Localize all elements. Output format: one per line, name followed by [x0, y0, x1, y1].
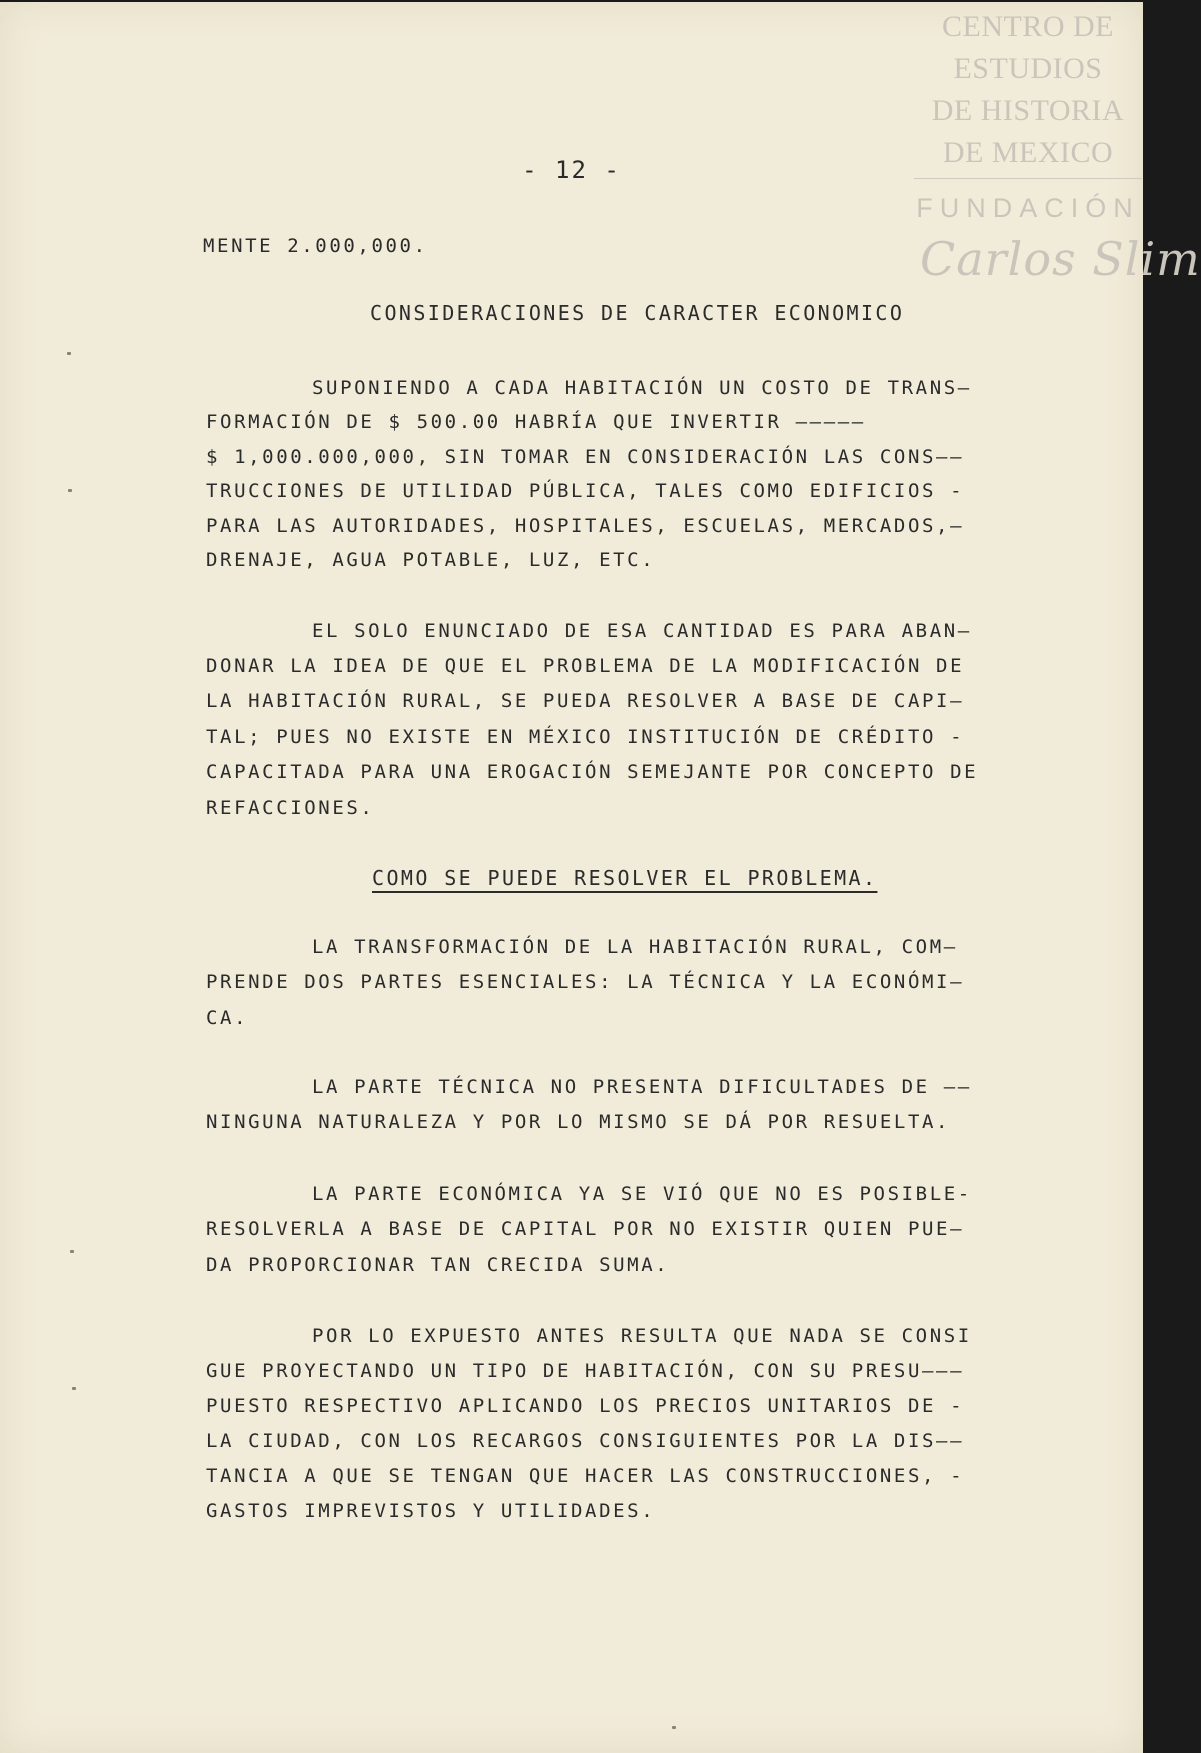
watermark: [914, 6, 1201, 287]
page-number: - 12 -: [522, 156, 621, 184]
paragraph-line: GUE PROYECTANDO UN TIPO DE HABITACIÓN, CON SU PRESU———: [206, 1360, 965, 1382]
paragraph-line: GASTOS IMPREVISTOS Y UTILIDADES.: [206, 1500, 656, 1522]
paper-speck: [72, 1387, 76, 1390]
watermark-signature: Carlos Slim: [920, 232, 1201, 286]
paragraph-line: PUESTO RESPECTIVO APLICANDO LOS PRECIOS UNITARIOS DE -: [206, 1395, 965, 1417]
paper-speck: [67, 352, 71, 355]
watermark-line: DE HISTORIA: [931, 94, 1125, 127]
paragraph-line: RESOLVERLA A BASE DE CAPITAL POR NO EXISTIR QUIEN PUE—: [206, 1218, 965, 1240]
paragraph-line: LA HABITACIÓN RURAL, SE PUEDA RESOLVER A BASE DE CAPI—: [206, 690, 965, 712]
paragraph-line: LA TRANSFORMACIÓN DE LA HABITACIÓN RURAL, COM—: [312, 936, 958, 958]
paragraph-line: DRENAJE, AGUA POTABLE, LUZ, ETC.: [206, 549, 656, 571]
paragraph-line: SUPONIENDO A CADA HABITACIÓN UN COSTO DE TRANS—: [312, 377, 972, 399]
paragraph-line: REFACCIONES.: [206, 797, 375, 819]
section-heading-solution: COMO SE PUEDE RESOLVER EL PROBLEMA.: [372, 866, 878, 890]
paper-speck: [68, 489, 72, 492]
watermark-line: ESTUDIOS: [953, 52, 1103, 85]
paragraph-line: LA PARTE TÉCNICA NO PRESENTA DIFICULTADES DE ——: [312, 1076, 972, 1098]
watermark-line: CENTRO DE: [942, 10, 1114, 43]
paragraph-line: TAL; PUES NO EXISTE EN MÉXICO INSTITUCIÓN DE CRÉDITO -: [206, 726, 965, 748]
paragraph-line: POR LO EXPUESTO ANTES RESULTA QUE NADA SE CONSI: [312, 1325, 972, 1347]
paragraph-line: PRENDE DOS PARTES ESENCIALES: LA TÉCNICA Y LA ECONÓMI—: [206, 971, 965, 993]
paragraph-line: FORMACIÓN DE $ 500.00 HABRÍA QUE INVERTIR —————: [206, 411, 866, 433]
paragraph-line: DA PROPORCIONAR TAN CRECIDA SUMA.: [206, 1254, 670, 1276]
paragraph-line: LA PARTE ECONÓMICA YA SE VIÓ QUE NO ES POSIBLE-: [312, 1183, 972, 1205]
watermark-foundation: FUNDACIÓN: [916, 193, 1140, 223]
watermark-line: DE MEXICO: [942, 136, 1114, 169]
opening-line: MENTE 2.000,000.: [203, 235, 428, 257]
paragraph-line: LA CIUDAD, CON LOS RECARGOS CONSIGUIENTES POR LA DIS——: [206, 1430, 965, 1452]
paper-speck: [70, 1250, 74, 1253]
paragraph-line: EL SOLO ENUNCIADO DE ESA CANTIDAD ES PARA ABAN—: [312, 620, 972, 642]
paragraph-line: $ 1,000.000,000, SIN TOMAR EN CONSIDERACIÓN LAS CONS——: [206, 446, 965, 468]
paragraph-line: PARA LAS AUTORIDADES, HOSPITALES, ESCUELAS, MERCADOS,—: [206, 515, 965, 537]
section-heading-economic: CONSIDERACIONES DE CARACTER ECONOMICO: [370, 301, 905, 325]
paragraph-line: TRUCCIONES DE UTILIDAD PÚBLICA, TALES COMO EDIFICIOS -: [206, 480, 965, 502]
document-page: [0, 2, 1201, 1753]
paragraph-line: CA.: [206, 1007, 249, 1029]
paragraph-line: TANCIA A QUE SE TENGAN QUE HACER LAS CONSTRUCCIONES, -: [206, 1465, 965, 1487]
paragraph-line: NINGUNA NATURALEZA Y POR LO MISMO SE DÁ POR RESUELTA.: [206, 1111, 951, 1133]
paragraph-line: CAPACITADA PARA UNA EROGACIÓN SEMEJANTE POR CONCEPTO DE: [206, 761, 979, 783]
paper-speck: [672, 1726, 676, 1729]
paragraph-line: DONAR LA IDEA DE QUE EL PROBLEMA DE LA MODIFICACIÓN DE: [206, 655, 965, 677]
